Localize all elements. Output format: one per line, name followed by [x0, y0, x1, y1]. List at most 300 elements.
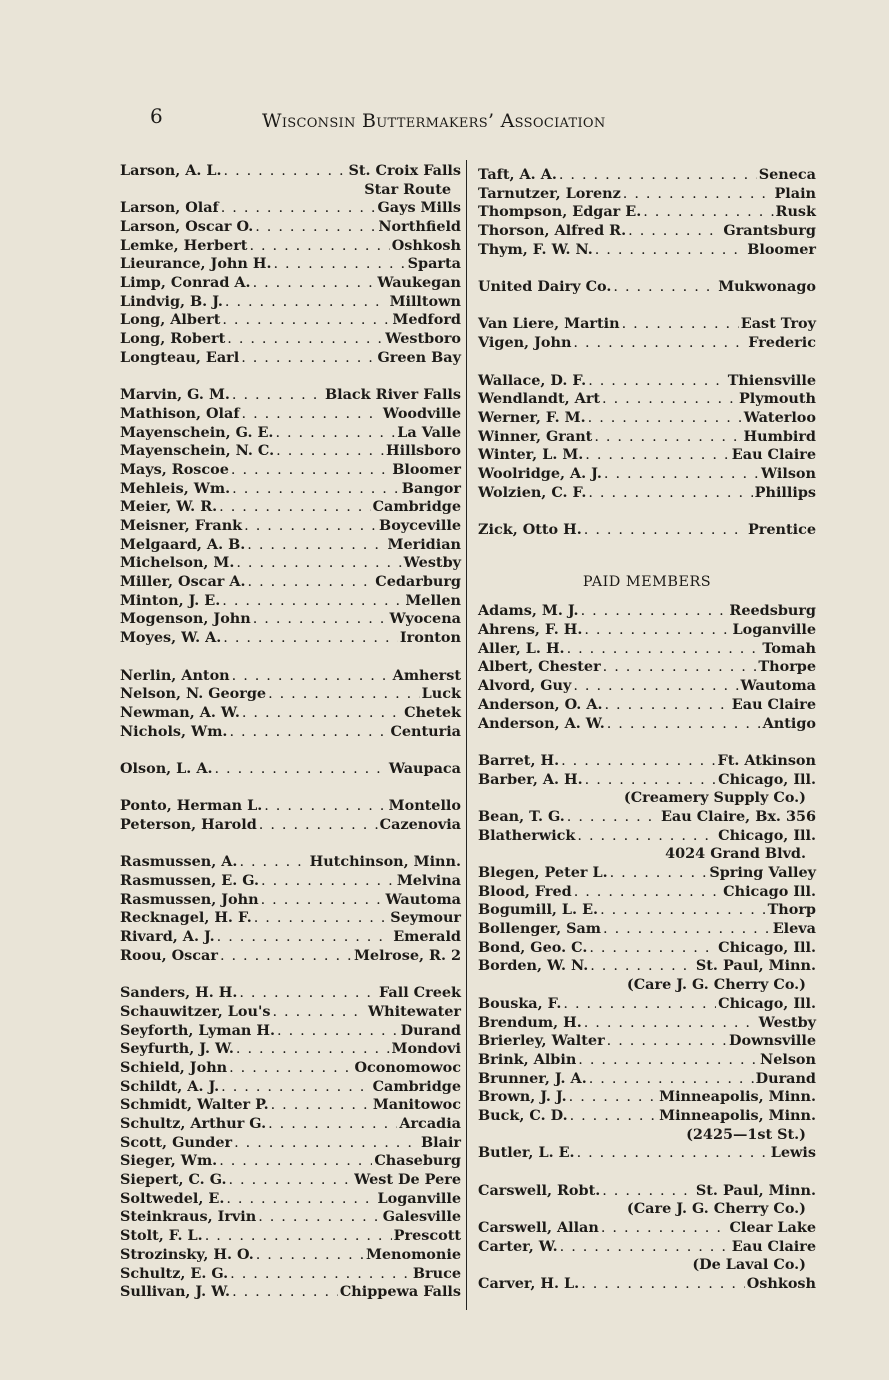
member-name: Olson, L. A. [120, 759, 213, 777]
member-town: Chippewa Falls [339, 1283, 461, 1301]
dot-leader [589, 1070, 754, 1089]
dot-leader [607, 715, 761, 734]
dot-leader [217, 928, 392, 947]
dot-leader [272, 1003, 366, 1022]
dot-leader [229, 1171, 353, 1190]
member-name: Rasmussen, A. [120, 853, 238, 871]
member-name: Seyfurth, J. W. [120, 1040, 234, 1058]
address-continuation: (De Laval Co.) [692, 1256, 806, 1274]
member-town: Oshkosh [746, 1275, 816, 1293]
dot-leader [602, 1182, 694, 1201]
member-name: United Dairy Co. [478, 278, 612, 296]
list-item [120, 405, 461, 424]
dot-leader [221, 1078, 370, 1097]
list-item [120, 1059, 461, 1078]
list-item [120, 1152, 461, 1171]
member-name: Roou, Oscar [120, 946, 218, 964]
dot-leader [607, 1032, 727, 1051]
dot-leader [559, 166, 757, 185]
member-name: Mayenschein, N. C. [120, 442, 275, 460]
member-name: Thorson, Alfred R. [478, 222, 627, 240]
member-name: Winter, L. M. [478, 446, 584, 464]
dot-leader [230, 1265, 411, 1284]
member-town: Galesville [382, 1208, 461, 1226]
address-continuation: (2425—1st St.) [686, 1125, 806, 1143]
member-town: Northfield [378, 218, 461, 236]
member-name: Wallace, D. F. [478, 371, 587, 389]
list-item [120, 1022, 461, 1041]
list-item [120, 1096, 461, 1115]
member-town: Wautoma [385, 890, 461, 908]
member-name: Brendum, H. [478, 1013, 582, 1031]
member-town: Chicago Ill. [723, 882, 816, 900]
dot-leader [601, 1219, 728, 1238]
member-name: Scott, Gunder [120, 1133, 233, 1151]
list-item [120, 629, 461, 648]
dot-leader [570, 1107, 658, 1126]
page-number: 6 [150, 104, 163, 128]
member-town: St. Paul, Minn. [695, 1181, 816, 1199]
dot-leader [227, 330, 383, 349]
dot-leader [622, 315, 739, 334]
member-town: Menomonie [365, 1245, 461, 1263]
member-name: Brown, J. J. [478, 1088, 567, 1106]
list-item [478, 203, 816, 222]
member-town: Boyceville [379, 517, 461, 535]
member-town: St. Paul, Minn. [695, 957, 816, 975]
member-town: West De Pere [354, 1171, 461, 1189]
member-town: Eau Claire [731, 1237, 816, 1255]
member-town: Medford [392, 311, 461, 329]
list-item [478, 1219, 816, 1238]
list-item [120, 349, 461, 368]
member-name: Thym, F. W. N. [478, 240, 593, 258]
column-divider [466, 160, 467, 1310]
list-item [478, 1144, 816, 1163]
member-name: Butler, L. E. [478, 1144, 575, 1162]
member-town: Grantsburg [723, 222, 816, 240]
list-spacer [120, 779, 461, 798]
member-town: Hillsboro [386, 442, 461, 460]
list-item [120, 1283, 461, 1302]
member-name: Mayenschein, G. E. [120, 423, 274, 441]
member-name: Barber, A. H. [478, 770, 583, 788]
member-name: Blegen, Peter L. [478, 864, 608, 882]
member-town: Mukwonago [718, 278, 816, 296]
member-name: Strozinsky, H. O. [120, 1245, 254, 1263]
member-name: Brierley, Walter [478, 1032, 605, 1050]
member-town: Chicago, Ill. [718, 938, 816, 956]
member-name: Aller, L. H. [478, 639, 565, 657]
member-name: Blood, Fred [478, 882, 572, 900]
member-town: Westboro [385, 330, 461, 348]
member-name: Adams, M. J. [478, 602, 579, 620]
list-item [478, 465, 816, 484]
dot-leader [602, 390, 737, 409]
dot-leader [253, 274, 376, 293]
member-name: Melgaard, A. B. [120, 535, 246, 553]
list-item [478, 677, 816, 696]
member-town: Mondovi [391, 1040, 461, 1058]
list-item [478, 428, 816, 447]
list-spacer [120, 368, 461, 387]
dot-leader [628, 222, 721, 241]
member-name: Miller, Oscar A. [120, 573, 246, 591]
dot-leader [560, 1238, 730, 1257]
dot-leader [581, 1275, 745, 1294]
member-name: Mehleis, Wm. [120, 479, 231, 497]
member-name: Borden, W. N. [478, 957, 589, 975]
member-town: Bloomer [392, 460, 461, 478]
dot-leader [561, 752, 715, 771]
list-item [120, 891, 461, 910]
member-town: Luck [421, 685, 461, 703]
member-town: Thiensville [727, 371, 816, 389]
list-item [120, 199, 461, 218]
member-town: Thorp [767, 901, 816, 919]
list-spacer [120, 648, 461, 667]
member-town: Prentice [747, 521, 816, 539]
list-spacer [120, 835, 461, 854]
dot-leader [226, 1190, 375, 1209]
dot-leader [276, 442, 384, 461]
dot-leader [253, 610, 388, 629]
list-item [478, 920, 816, 939]
member-town: Westby [758, 1013, 816, 1031]
list-item-continuation [478, 845, 816, 864]
member-name: Werner, F. M. [478, 408, 586, 426]
address-continuation: (Care J. G. Cherry Co.) [626, 1200, 806, 1218]
list-item [120, 1115, 461, 1134]
member-name: Sanders, H. H. [120, 984, 238, 1002]
dot-leader [275, 424, 395, 443]
dot-leader [255, 218, 376, 237]
member-name: Wendlandt, Art [478, 390, 601, 408]
list-item [120, 1209, 461, 1228]
list-spacer [478, 540, 816, 559]
dot-leader [244, 517, 377, 536]
member-name: Long, Albert [120, 311, 221, 329]
member-name: Tarnutzer, Lorenz [478, 184, 621, 202]
member-town: Eleva [772, 920, 816, 938]
member-name: Winner, Grant [478, 427, 593, 445]
member-town: Oconomowoc [354, 1058, 461, 1076]
member-name: Rasmussen, E. G. [120, 872, 260, 890]
list-item [478, 1107, 816, 1126]
dot-leader [585, 446, 730, 465]
member-town: Eau Claire [731, 695, 816, 713]
member-name: Schultz, E. G. [120, 1264, 229, 1282]
member-name: Brunner, J. A. [478, 1069, 587, 1087]
dot-leader [229, 1059, 352, 1078]
member-name: Minton, J. E. [120, 591, 221, 609]
list-item [478, 222, 816, 241]
member-name: Nerlin, Anton [120, 666, 230, 684]
list-item [120, 984, 461, 1003]
member-town: Cambridge [372, 498, 461, 516]
dot-leader [605, 696, 730, 715]
dot-leader [259, 816, 378, 835]
member-town: Oshkosh [391, 236, 461, 254]
member-town: Arcadia [399, 1115, 461, 1133]
member-town: Amherst [392, 666, 461, 684]
list-item [120, 592, 461, 611]
member-name: Mogenson, John [120, 610, 251, 628]
member-town: Lewis [770, 1144, 816, 1162]
list-item-continuation [120, 181, 461, 200]
member-town: Milltown [389, 292, 461, 310]
dot-leader [623, 185, 773, 204]
dot-leader [231, 461, 390, 480]
list-item [120, 947, 461, 966]
member-name: Zick, Otto H. [478, 521, 582, 539]
dot-leader [584, 1014, 757, 1033]
member-name: Larson, Olaf [120, 199, 219, 217]
list-item [478, 1032, 816, 1051]
list-item [120, 442, 461, 461]
member-name: Nichols, Wm. [120, 722, 228, 740]
member-town: Wyocena [389, 610, 461, 628]
member-town: Plymouth [738, 390, 816, 408]
list-spacer [120, 741, 461, 760]
member-name: Lieurance, John H. [120, 255, 272, 273]
list-item [120, 816, 461, 835]
list-item [478, 659, 816, 678]
dot-leader [271, 1096, 371, 1115]
dot-leader [613, 278, 716, 297]
member-town: Waterloo [743, 408, 816, 426]
dot-leader [261, 891, 384, 910]
list-spacer [478, 733, 816, 752]
member-town: Fall Creek [378, 984, 461, 1002]
list-item [120, 1134, 461, 1153]
list-item-continuation [478, 1257, 816, 1276]
list-item [120, 1190, 461, 1209]
member-name: Thompson, Edgar E. [478, 203, 642, 221]
dot-leader [220, 947, 352, 966]
member-town: Waukegan [377, 274, 461, 292]
member-town: Gays Mills [377, 199, 461, 217]
list-item [478, 241, 816, 260]
dot-leader [254, 909, 388, 928]
list-item [478, 484, 816, 503]
dot-leader [247, 536, 385, 555]
member-name: Sullivan, J. W. [120, 1283, 231, 1301]
member-town: Ironton [399, 629, 461, 647]
list-item [120, 1040, 461, 1059]
member-name: Nelson, N. George [120, 685, 267, 703]
list-item [478, 409, 816, 428]
list-item [478, 752, 816, 771]
list-item [478, 1238, 816, 1257]
dot-leader [585, 771, 717, 790]
list-item [478, 1275, 816, 1294]
member-name: Alvord, Guy [478, 677, 572, 695]
member-name: Moyes, W. A. [120, 629, 222, 647]
member-town: Waupaca [388, 759, 461, 777]
list-item [478, 1014, 816, 1033]
dot-leader [249, 237, 389, 256]
list-item [120, 293, 461, 312]
member-name: Bouska, F. [478, 994, 562, 1012]
address-continuation: (Creamery Supply Co.) [623, 789, 806, 807]
member-town: Bangor [401, 479, 461, 497]
list-item [120, 312, 461, 331]
member-town: Centuria [390, 722, 461, 740]
member-town: Plain [774, 184, 816, 202]
list-spacer [478, 1163, 816, 1182]
member-name: Mays, Roscoe [120, 460, 229, 478]
list-item [120, 1265, 461, 1284]
member-town: Bloomer [747, 240, 816, 258]
dot-leader [589, 939, 716, 958]
list-item [120, 386, 461, 405]
dot-leader [603, 658, 757, 677]
dot-leader [239, 853, 307, 872]
member-name: Rasmussen, John [120, 890, 259, 908]
list-item [120, 330, 461, 349]
member-town: Tomah [762, 639, 816, 657]
member-town: Durand [755, 1069, 816, 1087]
member-town: Loganville [377, 1189, 461, 1207]
member-name: Meisner, Frank [120, 517, 243, 535]
member-name: Schield, John [120, 1058, 228, 1076]
dot-leader [248, 573, 374, 592]
member-name: Barret, H. [478, 751, 560, 769]
section-heading: PAID MEMBERS [582, 574, 712, 591]
member-name: Limp, Conrad A. [120, 274, 251, 292]
member-town: Black River Falls [324, 386, 461, 404]
list-item [478, 316, 816, 335]
dot-leader [268, 685, 420, 704]
member-name: Meier, W. R. [120, 498, 218, 516]
list-item [120, 424, 461, 443]
member-name: Newman, A. W. [120, 703, 240, 721]
member-name: Ahrens, F. H. [478, 621, 583, 639]
list-item [478, 390, 816, 409]
member-town: Westby [403, 554, 461, 572]
dot-leader [588, 484, 752, 503]
member-town: Montello [388, 797, 461, 815]
dot-leader [574, 883, 721, 902]
list-item [120, 480, 461, 499]
member-town: St. Croix Falls [348, 161, 461, 179]
member-name: Stolt, F. L. [120, 1227, 203, 1245]
list-item-continuation [478, 976, 816, 995]
member-name: Carver, H. L. [478, 1275, 580, 1293]
member-town: Chicago, Ill. [718, 770, 816, 788]
dot-leader [234, 1134, 419, 1153]
member-town: Seneca [758, 165, 816, 183]
list-item [478, 864, 816, 883]
list-item [120, 853, 461, 872]
list-item [478, 1070, 816, 1089]
member-name: Recknagel, H. F. [120, 909, 252, 927]
list-item [120, 517, 461, 536]
list-item [120, 1078, 461, 1097]
dot-leader [563, 995, 716, 1014]
list-item [120, 255, 461, 274]
dot-leader [581, 602, 728, 621]
dot-leader [567, 640, 761, 659]
member-town: Chicago, Ill. [718, 994, 816, 1012]
dot-leader [256, 1246, 364, 1265]
member-list-right-column [478, 166, 816, 1294]
member-name: Bollenger, Sam [478, 920, 602, 938]
member-name: Steinkraus, Irvin [120, 1208, 257, 1226]
dot-leader [232, 1283, 338, 1302]
list-item [120, 611, 461, 630]
member-name: Bogumill, L. E. [478, 901, 599, 919]
list-item [478, 827, 816, 846]
member-name: Anderson, O. A. [478, 695, 603, 713]
member-name: Albert, Chester [478, 658, 601, 676]
list-item [120, 797, 461, 816]
list-item [120, 1171, 461, 1190]
list-spacer [120, 966, 461, 985]
member-name: Peterson, Harold [120, 816, 257, 834]
list-item [478, 939, 816, 958]
dot-leader [268, 1115, 397, 1134]
member-name: Rivard, A. J. [120, 928, 215, 946]
member-town: Cambridge [372, 1077, 461, 1095]
member-list-left-column [120, 162, 461, 1302]
dot-leader [277, 1022, 399, 1041]
list-item [478, 1051, 816, 1070]
dot-leader [590, 957, 694, 976]
member-name: Larson, A. L. [120, 161, 222, 179]
address-continuation: (Care J. G. Cherry Co.) [626, 976, 806, 994]
member-name: Siepert, C. G. [120, 1171, 227, 1189]
member-town: Sparta [407, 255, 461, 273]
list-item [120, 723, 461, 742]
dot-leader [224, 162, 347, 181]
member-town: Thorpe [758, 658, 816, 676]
dot-leader [241, 349, 375, 368]
list-item [120, 274, 461, 293]
member-name: Bean, T. G. [478, 807, 565, 825]
member-name: Wolzien, C. F. [478, 483, 587, 501]
list-item [120, 554, 461, 573]
address-continuation: Star Route [364, 180, 451, 198]
list-item [120, 498, 461, 517]
dot-leader [225, 293, 388, 312]
member-town: Emerald [393, 928, 461, 946]
list-item [478, 1182, 816, 1201]
list-item [478, 1088, 816, 1107]
member-name: Anderson, A. W. [478, 714, 605, 732]
member-name: Brink, Albin [478, 1050, 577, 1068]
list-item [120, 704, 461, 723]
member-name: Larson, Oscar O. [120, 218, 254, 236]
member-town: Whitewater [368, 1002, 461, 1020]
member-town: Nelson [760, 1050, 816, 1068]
member-town: Clear Lake [729, 1219, 816, 1237]
member-town: Eau Claire [731, 446, 816, 464]
running-head: Wisconsin Buttermakers’ Association [262, 110, 606, 132]
list-item [478, 696, 816, 715]
list-item [120, 461, 461, 480]
dot-leader [236, 1040, 390, 1059]
list-item [478, 715, 816, 734]
dot-leader [603, 920, 771, 939]
member-town: Hutchinson, Minn. [309, 853, 461, 871]
member-name: Seyforth, Lyman H. [120, 1021, 276, 1039]
dot-leader [261, 872, 395, 891]
dot-leader [232, 386, 323, 405]
member-town: Minneapolis, Minn. [659, 1106, 816, 1124]
member-town: Meridian [387, 535, 461, 553]
